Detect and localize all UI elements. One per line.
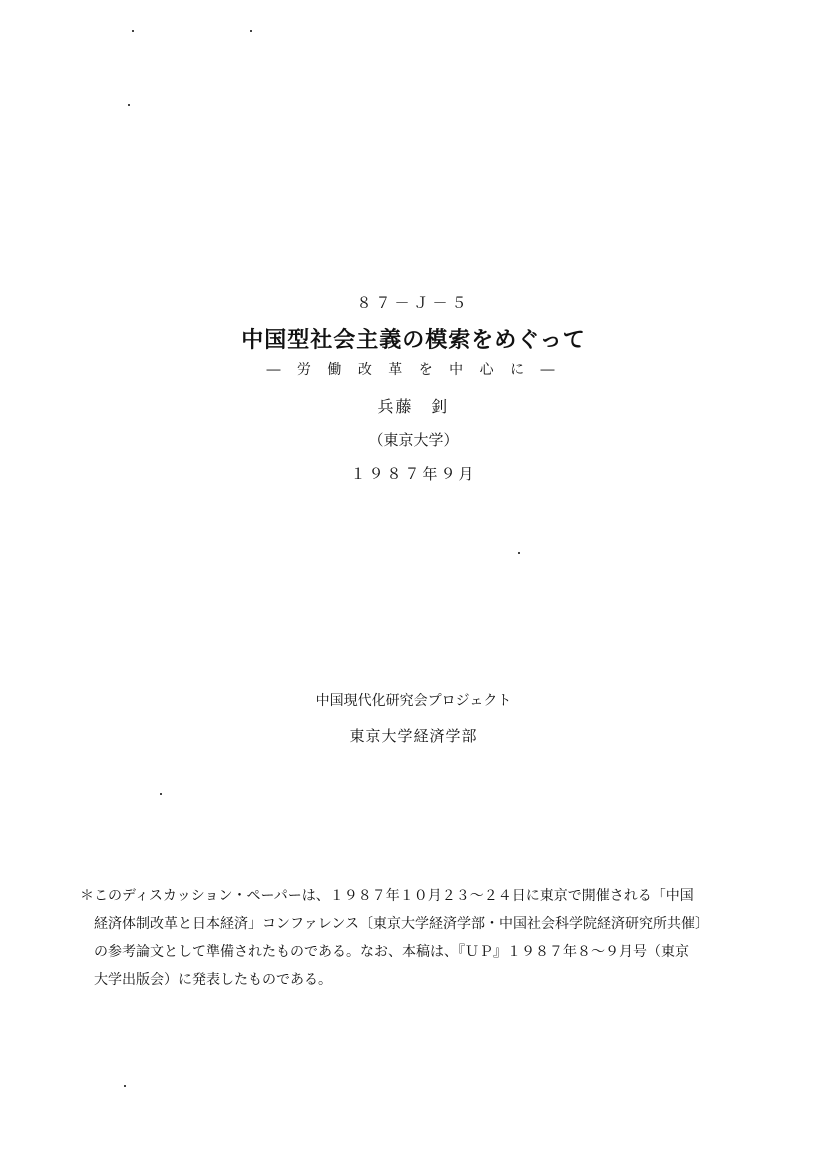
- author-affiliation: （東京大学）: [368, 431, 459, 449]
- paper-title: 中国型社会主義の模索をめぐって: [241, 327, 586, 353]
- scan-speck: [518, 552, 520, 554]
- scan-speck: [160, 793, 162, 795]
- footnote-line: の参考論文として準備されたものである。なお、本稿は、『ＵＰ』１９８７年８～９月号（東京: [94, 944, 689, 960]
- author-name: 兵藤 釗: [377, 397, 450, 416]
- footnote-line: 経済体制改革と日本経済」コンファレンス〔東京大学経済学部・中国社会科学院経済研究所共催〕: [94, 916, 709, 932]
- scan-speck: [132, 30, 134, 32]
- footnote-line: ＊このディスカッション・ペーパーは、１９８７年１０月２３～２４日に東京で開催される「中国: [80, 888, 694, 904]
- scan-speck: [128, 104, 130, 106]
- scan-speck: [124, 1085, 126, 1087]
- project-name: 中国現代化研究会プロジェクト: [315, 693, 512, 709]
- scan-speck: [250, 30, 252, 32]
- paper-number: ８７－Ｊ－５: [356, 294, 471, 312]
- publication-date: １９８７年９月: [350, 465, 477, 483]
- footnote-line: 大学出版会）に発表したものである。: [94, 972, 332, 988]
- paper-subtitle: ― 労 働 改 革 を 中 心 に ―: [266, 362, 561, 378]
- footnote: [80, 882, 760, 994]
- department-name: 東京大学経済学部: [349, 727, 478, 745]
